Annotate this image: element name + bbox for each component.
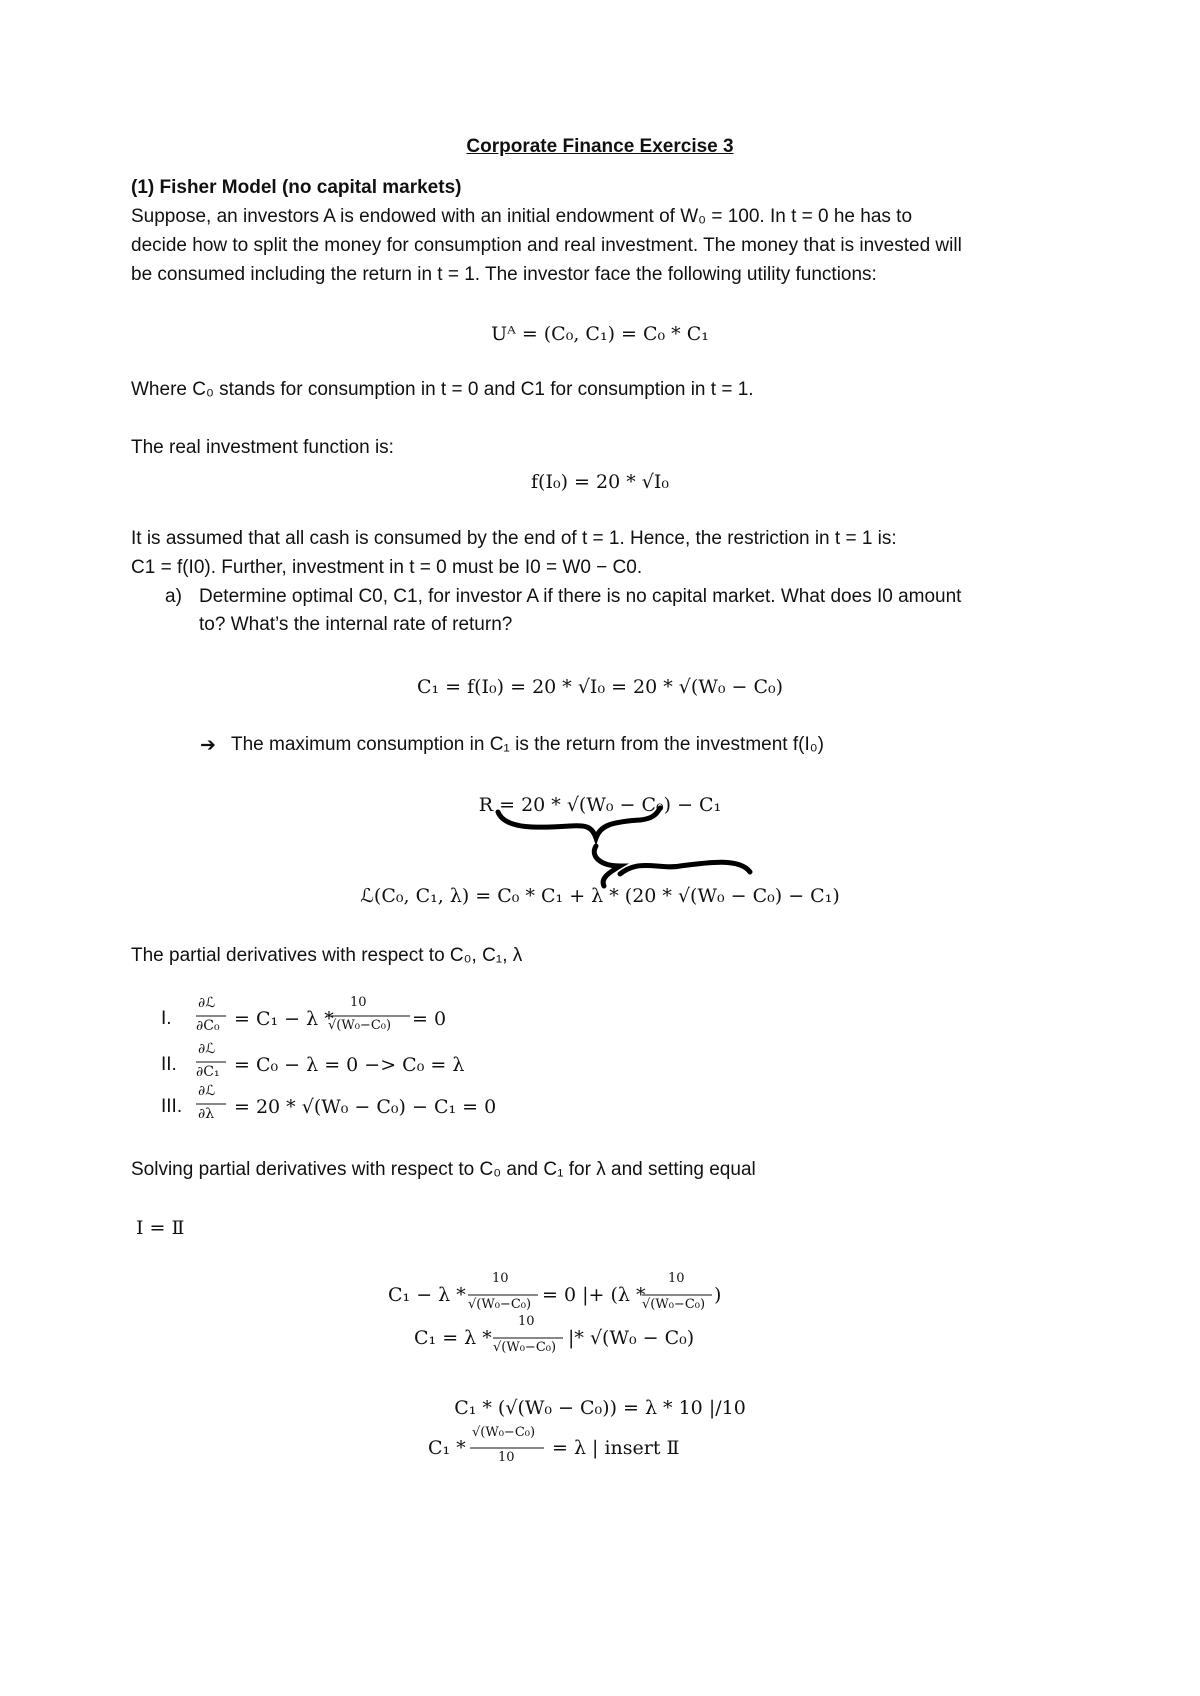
- derivative-numerator: ∂ℒ: [198, 1083, 216, 1099]
- step4-lhs: C₁ *: [428, 1437, 466, 1459]
- arrow-text: The maximum consumption in C₁ is the return from the investment f(I₀): [231, 734, 824, 755]
- partial-rhs: = C₀ − λ = 0 −> C₀ = λ: [234, 1054, 465, 1076]
- derivative-numerator: ∂ℒ: [198, 1041, 216, 1057]
- partial-rhs: = 20 * √(W₀ − C₀) − C₁ = 0: [234, 1096, 497, 1118]
- partial-label: III.: [161, 1096, 183, 1117]
- step2-frac-den: √(W₀−C₀): [493, 1340, 557, 1355]
- fraction-numerator: 10: [350, 995, 367, 1010]
- lagrange-equation: ℒ(C₀, C₁, λ) = C₀ * C₁ + λ * (20 * √(W₀ − C₀) − C₁): [360, 885, 840, 907]
- step2-frac-num: 10: [518, 1314, 535, 1329]
- partial-label: I.: [161, 1008, 172, 1029]
- step2-rhs: |* √(W₀ − C₀): [568, 1327, 695, 1349]
- where-text: Where C₀ stands for consumption in t = 0 and C1 for consumption in t = 1.: [131, 379, 754, 400]
- step1-lhs: C₁ − λ *: [388, 1284, 466, 1306]
- paragraph-line: decide how to split the money for consumption and real investment. The money that is invested will: [131, 235, 962, 256]
- c1-equation: C₁ = f(I₀) = 20 * √I₀ = 20 * √(W₀ − C₀): [416, 676, 784, 698]
- utility-equation: Uᴬ = (C₀, C₁) = C₀ * C₁: [491, 323, 709, 345]
- step1-mid: = 0 |+ (λ *: [542, 1284, 646, 1306]
- fraction-denominator: √(W₀−C₀): [328, 1018, 392, 1033]
- i-equals-ii: Ⅰ = Ⅱ: [136, 1217, 185, 1239]
- derivative-denominator: ∂λ: [198, 1106, 215, 1122]
- arrow-icon: ➔: [200, 734, 216, 756]
- step4-rhs: = λ | insert Ⅱ: [552, 1437, 680, 1459]
- step1-frac2-den: √(W₀−C₀): [642, 1297, 706, 1312]
- partial-lhs: = C₁ − λ *: [234, 1008, 334, 1030]
- question-text: Determine optimal C0, C1, for investor A if there is no capital market. What does I0 amount: [199, 586, 962, 607]
- question-text: to? What’s the internal rate of return?: [199, 614, 513, 635]
- solving-text: Solving partial derivatives with respect to C₀ and C₁ for λ and setting equal: [131, 1159, 756, 1180]
- step1-frac-num: 10: [492, 1271, 509, 1286]
- paragraph-line: Suppose, an investors A is endowed with an initial endowment of W₀ = 100. In t = 0 he has to: [131, 206, 913, 227]
- step1-end: ): [714, 1284, 722, 1306]
- step3: C₁ * (√(W₀ − C₀)) = λ * 10 |/10: [454, 1397, 746, 1419]
- r-equation: R = 20 * √(W₀ − C₀) − C₁: [478, 794, 722, 816]
- investment-intro: The real investment function is:: [131, 437, 394, 458]
- section-heading: (1) Fisher Model (no capital markets): [131, 177, 462, 198]
- assumption-line: C1 = f(I0). Further, investment in t = 0 must be I0 = W0 − C0.: [131, 557, 643, 578]
- investment-function: f(I₀) = 20 * √I₀: [531, 471, 669, 493]
- derivative-denominator: ∂C₀: [196, 1018, 220, 1034]
- step4-frac-den: 10: [498, 1450, 515, 1465]
- step2-lhs: C₁ = λ *: [414, 1327, 492, 1349]
- partial-rhs: = 0: [412, 1008, 447, 1030]
- paragraph-line: be consumed including the return in t = 1. The investor face the following utility functions:: [131, 264, 877, 285]
- assumption-line: It is assumed that all cash is consumed by the end of t = 1. Hence, the restriction in t = 1 is:: [131, 528, 897, 549]
- derivative-denominator: ∂C₁: [196, 1064, 220, 1080]
- page-title: Corporate Finance Exercise 3: [466, 136, 734, 157]
- question-label: a): [165, 586, 182, 607]
- step1-frac2-num: 10: [668, 1271, 685, 1286]
- step4-frac-num: √(W₀−C₀): [472, 1425, 536, 1440]
- step1-frac-den: √(W₀−C₀): [468, 1297, 532, 1312]
- partials-intro: The partial derivatives with respect to C₀, C₁, λ: [131, 945, 523, 966]
- partial-label: II.: [161, 1054, 177, 1075]
- derivative-numerator: ∂ℒ: [198, 995, 216, 1011]
